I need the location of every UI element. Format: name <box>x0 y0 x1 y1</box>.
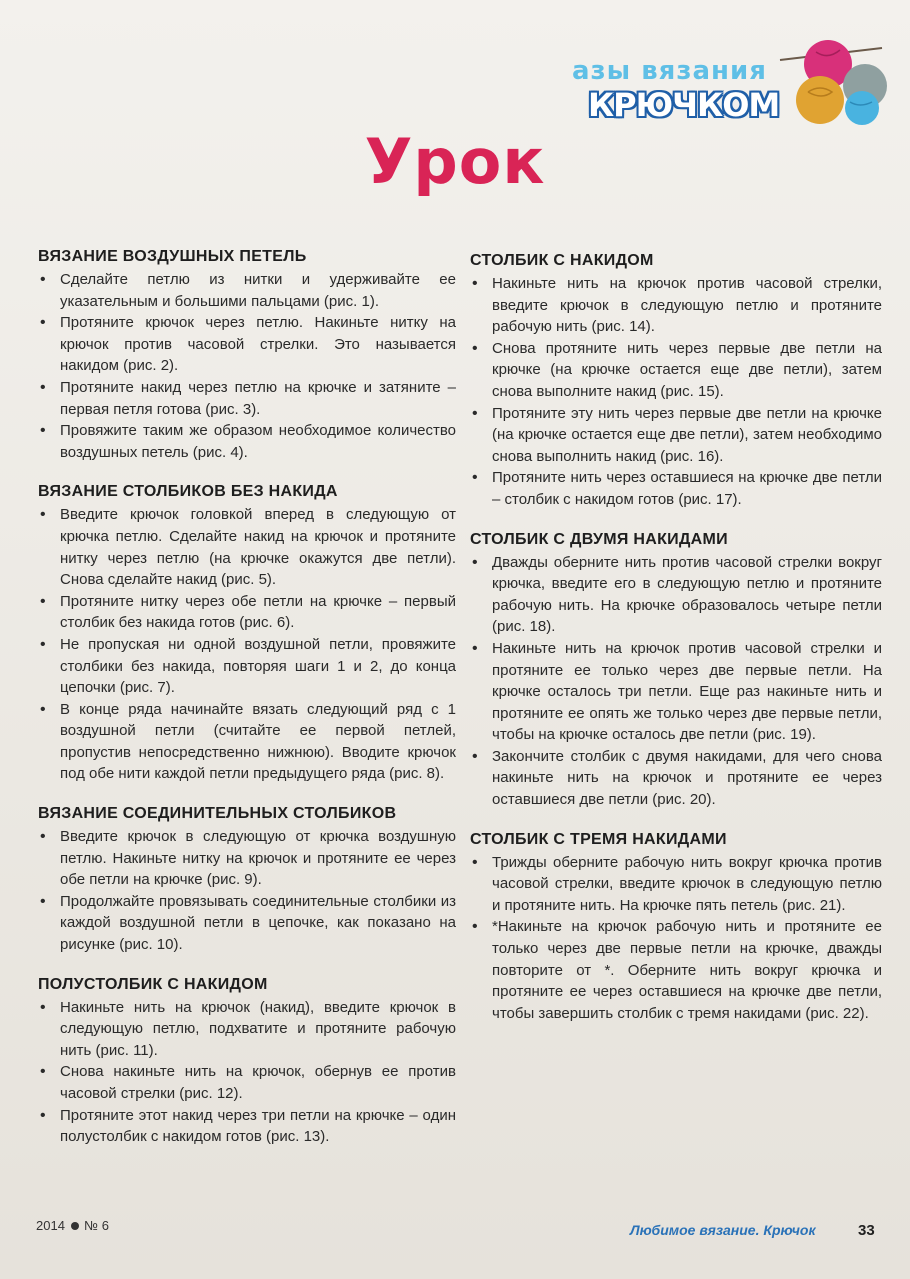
section-heading: ВЯЗАНИЕ СТОЛБИКОВ БЕЗ НАКИДА <box>38 483 338 501</box>
step-item: • Не пропуская ни одной воздушной петли, провяжите столбики без накида, повторяя шаги 1 и 2, до конца цепочки (рис. 7). <box>38 634 456 699</box>
step-item: • В конце ряда начинайте вязать следующий ряд с 1 воздушной петли (считайте ее первой петлей, пропустив непосредственно нижнюю). Вводите крючок под обе нити каждой петли предыдущего ряда (рис. 8). <box>38 699 456 785</box>
step-item: • Протяните нитку через обе петли на крючке – первый столбик без накида готов (рис. 6). <box>38 591 456 634</box>
step-item: • Дважды оберните нить против часовой стрелки вокруг крючка, введите его в следующую петлю и протяните рабочую нить. На крючке образовалось четыре петли (рис. 18). <box>470 552 882 638</box>
step-item: • Протяните эту нить через первые две петли на крючке (на крючке остается еще две петли), затем необходимо снова выполнить накид (рис. 16). <box>470 403 882 468</box>
page-number: 33 <box>858 1222 875 1239</box>
instruction-section <box>470 531 882 811</box>
step-item: • Введите крючок головкой вперед в следующую от крючка петлю. Сделайте накид на крючок и протяните нитку через петлю (на крючке окажутся две петли). Снова сделайте накид (рис. 5). <box>38 504 456 590</box>
step-list <box>38 997 456 1148</box>
step-item: • Протяните этот накид через три петли на крючке – один полустолбик с накидом готов (рис. 13). <box>38 1105 456 1148</box>
issue-number: № 6 <box>84 1218 109 1233</box>
logo-title: КРЮЧКОМ <box>588 86 780 124</box>
step-item: • Накиньте нить на крючок против часовой стрелки, введите крючок в следующую петлю и протяните рабочую нить (рис. 14). <box>470 273 882 338</box>
section-logo <box>560 30 890 140</box>
yarn-balls-icon <box>770 30 890 140</box>
step-item: • Протяните накид через петлю на крючке и затяните – первая петля готова (рис. 3). <box>38 377 456 420</box>
step-item: • Снова протяните нить через первые две петли на крючке (на крючке остается еще две петли), затем снова выполните накид (рис. 15). <box>470 338 882 403</box>
magazine-name: Любимое вязание. Крючок <box>630 1222 816 1238</box>
section-heading: СТОЛБИК С НАКИДОМ <box>470 252 654 269</box>
section-heading: ВЯЗАНИЕ СОЕДИНИТЕЛЬНЫХ СТОЛБИКОВ <box>38 805 397 823</box>
right-column <box>470 252 882 1044</box>
step-list <box>38 826 456 956</box>
step-item: • Накиньте нить на крючок против часовой стрелки и протяните ее только через две первые петли. На крючке осталось три петли. Еще раз накиньте нить и протяните ее опять же только через две первые петли, чтобы на крючке осталось две петли (рис. 19). <box>470 638 882 746</box>
section-heading: СТОЛБИК С ТРЕМЯ НАКИДАМИ <box>470 830 727 848</box>
section-heading: ПОЛУСТОЛБИК С НАКИДОМ <box>38 975 268 993</box>
step-item: • Накиньте нить на крючок (накид), введите крючок в следующую петлю, подхватите и протяните рабочую нить (рис. 11). <box>38 997 456 1062</box>
logo-subtitle: азы вязания <box>572 56 767 86</box>
instruction-section <box>38 805 456 956</box>
step-item: • Продолжайте провязывать соединительные столбики из каждой воздушной петли в цепочке, как показано на рисунке (рис. 10). <box>38 891 456 956</box>
instruction-section <box>470 252 882 511</box>
section-heading: СТОЛБИК С ДВУМЯ НАКИДАМИ <box>470 530 728 548</box>
step-item: • Трижды оберните рабочую нить вокруг крючка против часовой стрелки, введите крючок в следующую петлю и протяните нить. На крючке пять петель (рис. 21). <box>470 852 882 917</box>
issue-info <box>36 1218 109 1233</box>
section-heading: ВЯЗАНИЕ ВОЗДУШНЫХ ПЕТЕЛЬ <box>38 248 307 265</box>
step-list <box>38 269 456 463</box>
step-item: • Введите крючок в следующую от крючка воздушную петлю. Накиньте нитку на крючок и протяните ее через обе петли на крючке (рис. 9). <box>38 826 456 891</box>
left-column <box>38 248 456 1168</box>
instruction-section <box>38 483 456 785</box>
bullet-dot-icon <box>71 1222 79 1230</box>
instruction-section <box>38 248 456 463</box>
instruction-section <box>38 976 456 1148</box>
step-list <box>470 273 882 511</box>
instruction-section <box>470 831 882 1025</box>
step-item: • Провяжите таким же образом необходимое количество воздушных петель (рис. 4). <box>38 420 456 463</box>
step-item: • Протяните нить через оставшиеся на крючке две петли – столбик с накидом готов (рис. 17). <box>470 467 882 510</box>
page-title: Урок <box>364 125 546 198</box>
step-list <box>470 852 882 1025</box>
step-list <box>470 552 882 811</box>
step-item: • Протяните крючок через петлю. Накиньте нитку на крючок против часовой стрелки. Это называется накидом (рис. 2). <box>38 312 456 377</box>
step-list <box>38 504 456 785</box>
step-item: • Сделайте петлю из нитки и удерживайте ее указательным и большими пальцами (рис. 1). <box>38 269 456 312</box>
year: 2014 <box>36 1218 65 1233</box>
step-item: • Закончите столбик с двумя накидами, для чего снова накиньте нить на крючок и протяните ее через оставшиеся две петли (рис. 20). <box>470 746 882 811</box>
step-item: • *Накиньте на крючок рабочую нить и протяните ее только через две первые петли на крючке, дважды повторите от *. Оберните нить вокруг крючка и протяните ее через оставшиеся на крючке две петли, чтобы завершить столбик с тремя накидами (рис. 22). <box>470 916 882 1024</box>
step-item: • Снова накиньте нить на крючок, обернув ее против часовой стрелки (рис. 12). <box>38 1061 456 1104</box>
